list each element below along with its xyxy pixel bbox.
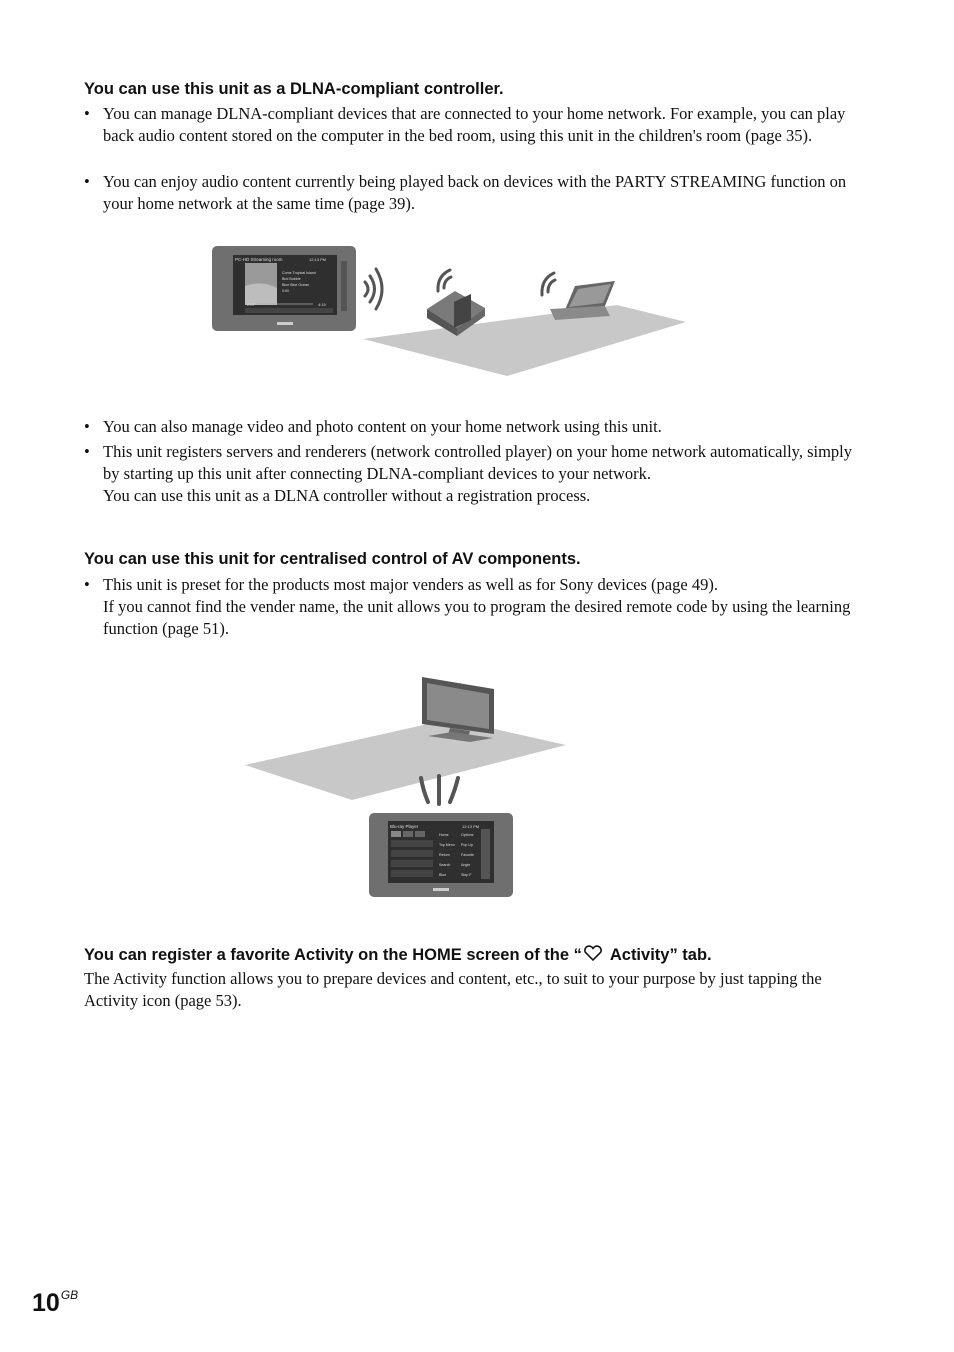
remote-button-label: Search [439,863,451,867]
section-heading-av-control: You can use this unit for centralised control of AV components. [84,550,581,568]
page-number-suffix: GB [60,1288,79,1302]
heading-text: You can register a favorite Activity on the HOME screen of the “ [84,946,582,964]
section-heading-activity [84,945,712,965]
bullet-icon: • [84,172,90,191]
laptop-icon [550,281,615,320]
bullet-icon: • [84,417,90,436]
device-time: 12:13 PM [309,257,327,262]
track-item: Bird Bubble [282,277,301,281]
remote-button-label: Step F [461,873,472,877]
heading-text: Activity” tab. [605,946,712,964]
floor-plane [245,719,566,800]
bullet-icon: • [84,104,90,123]
wireless-signal-icon [438,270,451,291]
track-item: Blue Blue Ocean [282,283,309,287]
remote-button-label: Options [461,833,474,837]
remote-button-label: Pop Up [461,843,473,847]
device-screen-title: PC-HD Streaming room [235,257,283,262]
elapsed-time: 2:07 [247,302,255,307]
bullet-item [84,416,864,438]
device-screen-title: Blu-ray Player [390,824,419,829]
remote-button-label: Return [439,853,450,857]
device-time: 12:13 PM [462,824,480,829]
bullet-item [84,171,864,215]
touch-remote-device [369,813,513,897]
dlna-network-illustration [205,236,695,386]
bullet-continuation: You can use this unit as a DLNA controller without a registration process. [103,485,591,505]
remote-button-label: Home [439,833,449,837]
bullet-text: This unit registers servers and renderers (network controlled player) on your home network automatically, simply by starting up this unit after connecting DLNA-compliant devices to your network. [103,442,853,483]
floor-plane [363,305,686,376]
bullet-text: This unit is preset for the products most major venders as well as for Sony devices (page 49). [103,575,718,594]
bullet-item [84,574,864,639]
bullet-item [84,103,864,147]
track-item: 0:00 [282,289,289,293]
bullet-item [84,441,864,506]
bullet-text: You can enjoy audio content currently being played back on devices with the PARTY STREAMING function on your home network at the same time (page 39). [103,172,847,213]
av-control-illustration [240,672,572,902]
bullet-text: You can also manage video and photo content on your home network using this unit. [103,417,662,436]
activity-paragraph: The Activity function allows you to prepare devices and content, etc., to suit to your purpose by just tapping the Activity icon (page 53). [84,969,822,1010]
bullet-continuation: If you cannot find the vender name, the unit allows you to program the desired remote code by using the learning function (page 51). [103,596,851,638]
remaining-time: 4:19 [318,302,326,307]
track-item: Come Tropical Island [282,271,316,275]
wireless-signal-icon [542,273,555,295]
section-heading-dlna: You can use this unit as a DLNA-compliant controller. [84,80,504,98]
touch-remote-device [212,246,356,331]
page-number [32,1280,78,1318]
bullet-icon: • [84,575,90,594]
remote-button-label: Angle [461,863,471,867]
page-number-value: 10 [32,1289,60,1317]
remote-button-label: Top Menu [439,843,455,847]
wireless-signal-icon [365,269,382,309]
remote-button-label: Blue [439,873,447,877]
remote-button-label: Favorite [461,853,474,857]
bullet-text: You can manage DLNA-compliant devices that are connected to your home network. For example, you can play back audio content stored on the computer in the bed room, using this unit in the children's room (page 35). [103,104,846,145]
heart-icon [583,945,603,962]
bullet-icon: • [84,442,90,461]
